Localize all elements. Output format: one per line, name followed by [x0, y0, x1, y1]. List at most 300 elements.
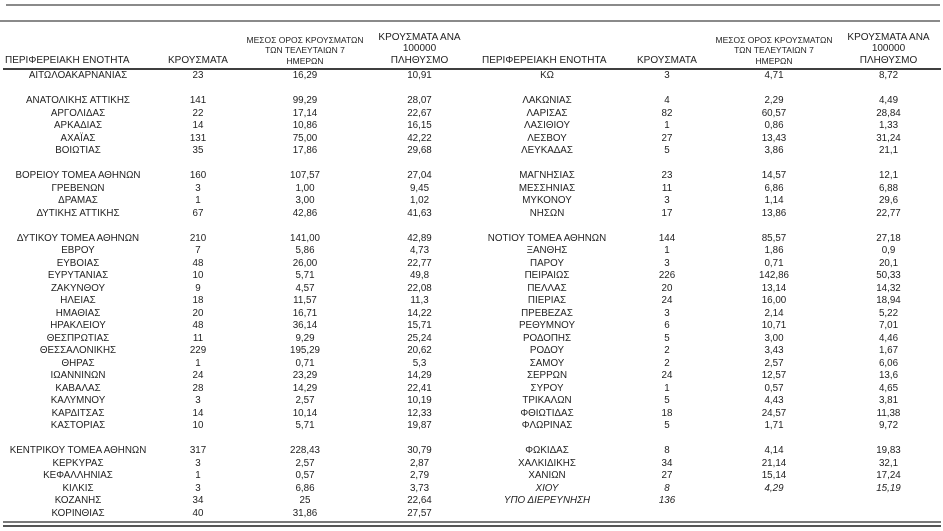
- per100k-cell: 14,22: [407, 307, 432, 319]
- per100k-cell: 22,77: [876, 207, 901, 219]
- per100k-cell: 20,62: [407, 345, 432, 356]
- region-cell: ΚΑΣΤΟΡΙΑΣ: [50, 420, 106, 431]
- cases-cell: 229: [189, 345, 207, 356]
- region-cell: ΔΡΑΜΑΣ: [58, 195, 98, 206]
- avg7-cell: 142,86: [759, 270, 789, 281]
- avg7-cell: 2,57: [295, 457, 315, 469]
- column-header-per100k-line1: ΚΡΟΥΣΜΑΤΑ ΑΝΑ 100000: [378, 31, 461, 54]
- per100k-cell: 6,88: [878, 182, 899, 194]
- table-row: [472, 120, 941, 133]
- cases-cell: 48: [192, 257, 204, 269]
- region-cell: ΠΑΡΟΥ: [530, 257, 564, 269]
- region-cell: ΚΑΒΑΛΑΣ: [55, 382, 101, 394]
- table-row: [3, 345, 472, 358]
- per100k-cell: 4,73: [409, 245, 430, 256]
- cases-cell: 136: [658, 495, 676, 506]
- cases-cell: 24: [661, 295, 673, 306]
- avg7-cell: 21,14: [761, 457, 787, 469]
- table-row: [472, 395, 941, 408]
- avg7-cell: 14,29: [292, 382, 318, 394]
- table-row: [472, 108, 941, 121]
- avg7-cell: 2,29: [764, 95, 784, 106]
- cases-cell: 3: [195, 457, 201, 469]
- cases-cell: 23: [661, 170, 673, 181]
- per100k-cell: 4,65: [878, 382, 899, 394]
- cases-cell: 27: [661, 132, 673, 144]
- cases-cell: 1: [664, 245, 670, 256]
- cases-cell: 160: [189, 170, 207, 181]
- region-cell: ΑΡΓΟΛΙΔΑΣ: [50, 107, 106, 119]
- cases-cell: 7: [195, 245, 201, 256]
- column-header-avg7-line1: ΜΕΣΟΣ ΟΡΟΣ ΚΡΟΥΣΜΑΤΩΝ: [715, 34, 833, 45]
- cases-cell: 3: [195, 482, 201, 494]
- avg7-cell: 0,71: [295, 357, 315, 369]
- avg7-cell: 107,57: [290, 170, 320, 181]
- region-cell: ΣΑΜΟΥ: [529, 357, 565, 369]
- avg7-cell: 16,29: [292, 70, 318, 81]
- region-cell: ΦΛΩΡΙΝΑΣ: [521, 420, 573, 431]
- region-cell: ΔΥΤΙΚΗΣ ΑΤΤΙΚΗΣ: [36, 207, 120, 219]
- per100k-cell: 29,68: [407, 145, 432, 156]
- cases-table: [3, 26, 941, 527]
- avg7-cell: 13,43: [761, 132, 787, 144]
- cases-cell: 11: [661, 182, 673, 194]
- table-row: [3, 258, 472, 271]
- cases-cell: 1: [195, 195, 201, 206]
- cases-cell: 48: [192, 320, 204, 331]
- region-cell: ΡΟΔΟΥ: [529, 345, 565, 356]
- region-cell: ΧΑΝΙΩΝ: [528, 470, 566, 481]
- table-row: [3, 270, 472, 283]
- per100k-cell: 11,3: [410, 295, 429, 306]
- region-cell: ΧΙΟΥ: [535, 482, 559, 494]
- per100k-cell: 14,29: [407, 370, 432, 381]
- table-row: [3, 183, 472, 196]
- cases-cell: 3: [195, 395, 201, 406]
- per100k-cell: 4,49: [878, 95, 899, 106]
- cases-cell: 40: [192, 507, 204, 519]
- region-cell: ΗΛΕΙΑΣ: [60, 295, 96, 306]
- per100k-cell: 9,72: [878, 420, 899, 431]
- avg7-cell: 2,14: [764, 307, 784, 319]
- table-row: [472, 358, 941, 371]
- region-cell: ΡΟΔΟΠΗΣ: [522, 332, 572, 344]
- column-header-per100k-line1: ΚΡΟΥΣΜΑΤΑ ΑΝΑ 100000: [847, 31, 930, 54]
- per100k-cell: 19,83: [876, 445, 901, 456]
- avg7-cell: 5,86: [295, 245, 315, 256]
- per100k-cell: 5,3: [412, 357, 427, 369]
- avg7-cell: 14,57: [761, 170, 787, 181]
- region-cell: ΛΕΣΒΟΥ: [527, 132, 567, 144]
- per100k-cell: 22,67: [407, 107, 432, 119]
- column-header-avg7-line1: ΜΕΣΟΣ ΟΡΟΣ ΚΡΟΥΣΜΑΤΩΝ: [246, 34, 364, 45]
- avg7-cell: 0,57: [295, 470, 315, 481]
- cases-cell: 82: [661, 107, 673, 119]
- per100k-cell: 15,19: [876, 482, 901, 494]
- per100k-cell: 1,02: [409, 195, 430, 206]
- cases-cell: 5: [664, 420, 670, 431]
- per100k-cell: 41,63: [407, 207, 432, 219]
- region-cell: ΝΟΤΙΟΥ ΤΟΜΕΑ ΑΘΗΝΩΝ: [487, 232, 607, 244]
- avg7-cell: 1,86: [764, 245, 784, 256]
- region-cell: ΠΕΛΛΑΣ: [527, 282, 567, 294]
- table-row: [3, 383, 472, 396]
- table-row: [3, 170, 472, 183]
- per100k-cell: 49,8: [409, 270, 430, 281]
- avg7-cell: 26,00: [292, 257, 318, 269]
- table-row: [3, 233, 472, 246]
- per100k-cell: 13,6: [878, 370, 899, 381]
- region-cell: ΚΟΖΑΝΗΣ: [54, 495, 102, 506]
- per100k-cell: 25,24: [407, 332, 432, 344]
- cases-cell: 14: [192, 120, 204, 131]
- cases-cell: 34: [661, 457, 673, 469]
- region-cell: ΗΜΑΘΙΑΣ: [55, 307, 101, 319]
- per100k-cell: 12,33: [407, 407, 432, 419]
- table-row: [3, 445, 472, 458]
- per100k-cell: 32,1: [878, 457, 899, 469]
- table-row-spacer: [3, 158, 472, 171]
- table-row: [3, 145, 472, 158]
- region-cell: ΘΕΣΣΑΛΟΝΙΚΗΣ: [39, 345, 117, 356]
- column-header-per100k: [836, 32, 941, 67]
- cases-cell: 1: [195, 470, 201, 481]
- region-cell: ΚΟΡΙΝΘΙΑΣ: [51, 507, 105, 519]
- per100k-cell: 19,87: [407, 420, 432, 431]
- table-row: [472, 470, 941, 483]
- avg7-cell: 24,57: [761, 407, 787, 419]
- table-row: [3, 495, 472, 508]
- per100k-cell: 42,89: [407, 232, 432, 244]
- per100k-cell: 29,6: [878, 195, 899, 206]
- table-row: [472, 133, 941, 146]
- cases-cell: 317: [189, 445, 207, 456]
- avg7-cell: 6,86: [295, 482, 315, 494]
- per100k-cell: 16,15: [407, 120, 432, 131]
- table-row: [472, 420, 941, 433]
- per100k-cell: 1,33: [878, 120, 899, 131]
- table-row: [3, 133, 472, 146]
- cases-cell: 20: [192, 307, 204, 319]
- region-cell: ΜΥΚΟΝΟΥ: [522, 195, 572, 206]
- per100k-cell: 10,19: [407, 395, 432, 406]
- region-cell: ΚΙΛΚΙΣ: [62, 482, 94, 494]
- table-row: [3, 420, 472, 433]
- table-row: [3, 333, 472, 346]
- per100k-cell: 3,81: [878, 395, 899, 406]
- table-row: [3, 120, 472, 133]
- avg7-cell: 12,57: [761, 370, 787, 381]
- region-cell: ΡΕΘΥΜΝΟΥ: [519, 320, 575, 331]
- region-cell: ΖΑΚΥΝΘΟΥ: [50, 282, 106, 294]
- per100k-cell: 21,1: [878, 145, 899, 156]
- table-body: [3, 70, 941, 520]
- table-row: [3, 320, 472, 333]
- table-row: [3, 370, 472, 383]
- column-header-avg7-line3: ΗΜΕΡΩΝ: [286, 55, 324, 66]
- per100k-cell: 31,24: [876, 132, 901, 144]
- avg7-cell: 0,71: [764, 257, 784, 269]
- region-cell: ΛΑΣΙΘΙΟΥ: [523, 120, 571, 131]
- region-cell: ΒΟΡΕΙΟΥ ΤΟΜΕΑ ΑΘΗΝΩΝ: [15, 170, 141, 181]
- table-row: [472, 458, 941, 471]
- region-cell: ΜΑΓΝΗΣΙΑΣ: [519, 170, 575, 181]
- column-header-cases: ΚΡΟΥΣΜΑΤΑ: [168, 55, 228, 66]
- table-header-left-half: [3, 26, 472, 66]
- table-row: [472, 195, 941, 208]
- region-cell: ΑΧΑΪΑΣ: [60, 132, 96, 144]
- cases-cell: 9: [195, 282, 201, 294]
- avg7-cell: 42,86: [292, 207, 318, 219]
- cases-cell: 8: [664, 482, 670, 494]
- region-cell: ΧΑΛΚΙΔΙΚΗΣ: [518, 457, 576, 469]
- column-header-avg7: [243, 35, 367, 67]
- region-cell: ΛΕΥΚΑΔΑΣ: [521, 145, 573, 156]
- cases-cell: 28: [192, 382, 204, 394]
- region-cell: ΞΑΝΘΗΣ: [526, 245, 568, 256]
- column-header-per100k-line2: ΠΛΗΘΥΣΜΟ: [859, 54, 918, 66]
- region-cell: ΛΑΚΩΝΙΑΣ: [522, 95, 572, 106]
- table-row: [472, 258, 941, 271]
- table-row: [472, 308, 941, 321]
- cases-cell: 210: [189, 232, 207, 244]
- table-row: [472, 483, 941, 496]
- column-header-avg7-line2: ΤΩΝ ΤΕΛΕΥΤΑΙΩΝ 7: [265, 45, 345, 55]
- avg7-cell: 3,43: [764, 345, 784, 356]
- per100k-cell: [836, 495, 941, 508]
- cases-cell: 3: [664, 195, 670, 206]
- avg7-cell: 0,57: [764, 382, 784, 394]
- table-row: [3, 308, 472, 321]
- cases-cell: 27: [661, 470, 673, 481]
- per100k-cell: 27,57: [407, 507, 432, 519]
- table-body-right-half: [472, 70, 941, 520]
- table-row: [472, 170, 941, 183]
- avg7-cell: 4,29: [764, 482, 784, 494]
- avg7-cell: 1,71: [764, 420, 784, 431]
- bottom-double-rule: [3, 521, 941, 527]
- per100k-cell: 15,71: [407, 320, 432, 331]
- cases-cell: 1: [664, 382, 670, 394]
- table-row-spacer: [472, 158, 941, 171]
- table-row: [472, 345, 941, 358]
- avg7-cell: 15,14: [761, 470, 787, 481]
- region-cell: ΚΕΦΑΛΛΗΝΙΑΣ: [43, 470, 113, 481]
- cases-cell: 11: [192, 332, 204, 344]
- region-cell: ΠΙΕΡΙΑΣ: [527, 295, 567, 306]
- cases-cell: 226: [658, 270, 676, 281]
- avg7-cell: 0,86: [764, 120, 784, 131]
- table-row: [472, 383, 941, 396]
- per100k-cell: 18,94: [876, 295, 901, 306]
- cases-cell: 24: [661, 370, 673, 381]
- column-header-region: ΠΕΡΙΦΕΡΕΙΑΚΗ ΕΝΟΤΗΤΑ: [482, 55, 607, 66]
- region-cell: ΙΩΑΝΝΙΝΩΝ: [50, 370, 106, 381]
- avg7-cell: 4,43: [764, 395, 784, 406]
- table-row-spacer: [3, 83, 472, 96]
- table-row: [3, 208, 472, 221]
- table-row: [3, 358, 472, 371]
- avg7-cell: 13,86: [761, 207, 787, 219]
- cases-cell: 131: [189, 132, 207, 144]
- region-cell: ΜΕΣΣΗΝΙΑΣ: [518, 182, 576, 194]
- cases-cell: 6: [664, 320, 670, 331]
- avg7-cell: 99,29: [292, 95, 318, 106]
- per100k-cell: 42,22: [407, 132, 432, 144]
- region-cell: ΝΗΣΩΝ: [529, 207, 565, 219]
- avg7-cell: 11,57: [293, 295, 317, 306]
- table-row: [3, 70, 472, 83]
- table-header-row: [3, 26, 941, 70]
- avg7-cell: 4,14: [764, 445, 784, 456]
- cases-cell: 3: [664, 70, 670, 81]
- table-row: [472, 95, 941, 108]
- cases-cell: 4: [664, 95, 670, 106]
- cases-cell: 8: [664, 445, 670, 456]
- region-cell: ΑΙΤΩΛΟΑΚΑΡΝΑΝΙΑΣ: [28, 70, 128, 81]
- cases-cell: 144: [658, 232, 676, 244]
- table-row: [472, 320, 941, 333]
- table-row: [3, 508, 472, 521]
- region-cell: ΚΕΝΤΡΙΚΟΥ ΤΟΜΕΑ ΑΘΗΝΩΝ: [9, 445, 147, 456]
- avg7-cell: 85,57: [761, 232, 787, 244]
- table-row: [472, 270, 941, 283]
- region-cell: ΕΥΡΥΤΑΝΙΑΣ: [47, 270, 109, 281]
- avg7-cell: 1,00: [295, 182, 315, 194]
- per100k-cell: 22,77: [407, 257, 432, 269]
- per100k-cell: 14,32: [876, 282, 901, 294]
- table-row: [3, 95, 472, 108]
- avg7-cell: 17,14: [292, 107, 318, 119]
- per100k-cell: 10,91: [407, 70, 432, 81]
- avg7-cell: 9,29: [295, 332, 315, 344]
- cases-cell: 34: [192, 495, 204, 506]
- table-row: [3, 458, 472, 471]
- region-cell: ΦΩΚΙΔΑΣ: [525, 445, 569, 456]
- table-row: [472, 233, 941, 246]
- region-cell: ΠΕΙΡΑΙΩΣ: [524, 270, 570, 281]
- avg7-cell: 2,57: [295, 395, 315, 406]
- table-row: [3, 195, 472, 208]
- avg7-cell: 36,14: [292, 320, 318, 331]
- per100k-cell: 1,67: [878, 345, 899, 356]
- avg7-cell: [712, 495, 836, 508]
- region-cell: ΗΡΑΚΛΕΙΟΥ: [50, 320, 106, 331]
- avg7-cell: 4,71: [764, 70, 784, 81]
- cases-cell: 20: [661, 282, 673, 294]
- region-cell: ΠΡΕΒΕΖΑΣ: [521, 307, 573, 319]
- per100k-cell: 22,08: [407, 282, 432, 294]
- avg7-cell: 6,86: [764, 182, 784, 194]
- per100k-cell: 28,84: [876, 107, 901, 119]
- table-row-spacer: [472, 433, 941, 446]
- table-row: [3, 395, 472, 408]
- table-row: [3, 483, 472, 496]
- column-header-cases: ΚΡΟΥΣΜΑΤΑ: [637, 55, 697, 66]
- region-cell: ΘΗΡΑΣ: [61, 357, 95, 369]
- per100k-cell: 0,9: [881, 245, 896, 256]
- avg7-cell: 4,57: [295, 282, 315, 294]
- avg7-cell: 3,86: [764, 145, 784, 156]
- table-row: [472, 70, 941, 83]
- per100k-cell: 22,64: [407, 495, 432, 506]
- cases-cell: 24: [192, 370, 204, 381]
- per100k-cell: 27,18: [876, 232, 901, 244]
- avg7-cell: 1,14: [764, 195, 784, 206]
- region-cell: ΒΟΙΩΤΙΑΣ: [55, 145, 101, 156]
- avg7-cell: 5,71: [295, 420, 315, 431]
- cases-cell: 141: [189, 95, 207, 106]
- cases-cell: 35: [192, 145, 204, 156]
- per100k-cell: 5,22: [878, 307, 899, 319]
- region-cell: ΣΥΡΟΥ: [530, 382, 564, 394]
- avg7-cell: 141,00: [290, 232, 320, 244]
- per100k-cell: 11,38: [876, 407, 901, 419]
- avg7-cell: 10,14: [292, 407, 318, 419]
- cases-cell: 1: [664, 120, 670, 131]
- cases-cell: 23: [192, 70, 204, 81]
- table-header-right-half: [472, 26, 941, 66]
- table-row-spacer: [472, 83, 941, 96]
- cases-cell: 5: [664, 395, 670, 406]
- per100k-cell: 22,41: [407, 382, 432, 394]
- per100k-cell: 7,01: [878, 320, 899, 331]
- table-row-spacer: [3, 220, 472, 233]
- column-header-per100k-line2: ΠΛΗΘΥΣΜΟ: [390, 54, 449, 66]
- table-row: [472, 283, 941, 296]
- region-cell: ΚΑΡΔΙΤΣΑΣ: [51, 407, 105, 419]
- cases-cell: 5: [664, 332, 670, 344]
- table-row: [3, 108, 472, 121]
- table-body-left-half: [3, 70, 472, 520]
- avg7-cell: 10,86: [292, 120, 318, 131]
- table-row: [472, 245, 941, 258]
- table-row: [472, 208, 941, 221]
- table-row: [3, 295, 472, 308]
- region-cell: ΕΒΡΟΥ: [61, 245, 95, 256]
- avg7-cell: 75,00: [292, 132, 318, 144]
- per100k-cell: 17,24: [876, 470, 901, 481]
- column-header-per100k: [367, 32, 472, 67]
- table-row: [472, 183, 941, 196]
- table-row: [472, 333, 941, 346]
- table-row: [3, 245, 472, 258]
- avg7-cell: 60,57: [761, 107, 787, 119]
- cases-cell: 2: [664, 357, 670, 369]
- avg7-cell: 2,57: [764, 357, 784, 369]
- top-divider-line-1: [6, 4, 940, 6]
- column-header-avg7: [712, 35, 836, 67]
- avg7-cell: 31,86: [292, 507, 318, 519]
- table-row: [472, 495, 941, 508]
- per100k-cell: 28,07: [407, 95, 432, 106]
- table-row: [472, 370, 941, 383]
- region-cell: ΣΕΡΡΩΝ: [526, 370, 568, 381]
- per100k-cell: 3,73: [409, 482, 430, 494]
- per100k-cell: 30,79: [407, 445, 432, 456]
- cases-cell: 2: [664, 345, 670, 356]
- column-header-region: ΠΕΡΙΦΕΡΕΙΑΚΗ ΕΝΟΤΗΤΑ: [5, 55, 130, 66]
- avg7-cell: 10,71: [761, 320, 787, 331]
- per100k-cell: 9,45: [409, 182, 430, 194]
- cases-cell: 5: [664, 145, 670, 156]
- table-row: [472, 445, 941, 458]
- cases-cell: 1: [195, 357, 201, 369]
- top-divider-line-2: [0, 20, 940, 22]
- column-header-avg7-line2: ΤΩΝ ΤΕΛΕΥΤΑΙΩΝ 7: [734, 45, 814, 55]
- region-cell: ΑΝΑΤΟΛΙΚΗΣ ΑΤΤΙΚΗΣ: [26, 95, 130, 106]
- cases-cell: 17: [661, 207, 673, 219]
